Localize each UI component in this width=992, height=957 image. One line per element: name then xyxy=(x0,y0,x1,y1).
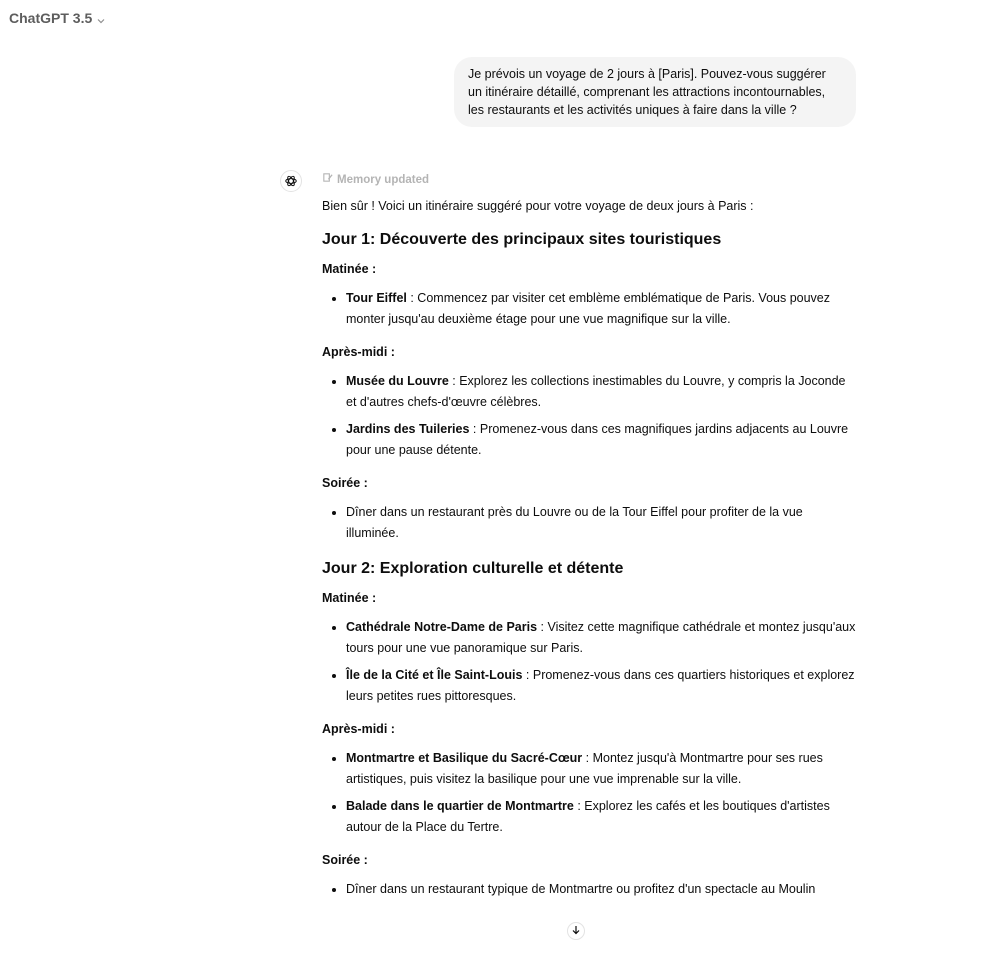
activity-description: Dîner dans un restaurant près du Louvre ou de la Tour Eiffel pour profiter de la vue illuminée. xyxy=(346,505,803,540)
activity-description: : Commencez par visiter cet emblème emblématique de Paris. Vous pouvez monter jusqu'au deuxième étage pour une vue magnifique sur la ville. xyxy=(346,291,830,326)
activity-list xyxy=(322,502,858,544)
assistant-intro: Bien sûr ! Voici un itinéraire suggéré pour votre voyage de deux jours à Paris : xyxy=(322,199,754,213)
user-message-text: Je prévois un voyage de 2 jours à [Paris]. Pouvez-vous suggérer un itinéraire détaillé, comprenant les attractions incontournables, les restaurants et les activités uniques à faire dans la ville ? xyxy=(468,67,826,117)
list-item xyxy=(346,371,858,413)
activity-list xyxy=(322,288,858,330)
activity-description: : Explorez les collections inestimables du Louvre, y compris la Joconde et d'autres chefs-d'œuvre célèbres. xyxy=(346,374,846,409)
memory-label: Memory updated xyxy=(337,173,430,186)
activity-name: Musée du Louvre xyxy=(346,374,449,388)
chevron-down-icon xyxy=(96,13,106,23)
memory-updated-indicator[interactable] xyxy=(322,172,858,188)
list-item xyxy=(346,748,858,790)
list-item xyxy=(346,796,858,838)
activity-name: Montmartre et Basilique du Sacré-Cœur xyxy=(346,751,583,765)
activity-list xyxy=(322,879,858,900)
list-item xyxy=(346,288,858,330)
time-of-day-label: Matinée : xyxy=(322,591,377,605)
assistant-message xyxy=(322,172,858,912)
activity-name: Balade dans le quartier de Montmartre xyxy=(346,799,574,813)
activity-description: : Promenez-vous dans ces quartiers historiques et explorez leurs petites rues pittoresques. xyxy=(346,668,855,703)
day-heading: Jour 2: Exploration culturelle et détente xyxy=(322,560,624,577)
model-switcher[interactable] xyxy=(9,9,106,27)
time-of-day-label: Matinée : xyxy=(322,262,377,276)
day-heading: Jour 1: Découverte des principaux sites touristiques xyxy=(322,231,722,248)
activity-description: : Promenez-vous dans ces magnifiques jardins adjacents au Louvre pour une pause détente. xyxy=(346,422,849,457)
activity-list xyxy=(322,748,858,838)
activity-list xyxy=(322,617,858,707)
scroll-down-button[interactable] xyxy=(567,922,585,940)
activity-name: Tour Eiffel xyxy=(346,291,407,305)
openai-logo-icon xyxy=(280,170,302,192)
activity-list xyxy=(322,371,858,461)
time-of-day-label: Soirée : xyxy=(322,476,368,490)
list-item xyxy=(346,665,858,707)
model-name: ChatGPT 3.5 xyxy=(9,10,93,26)
arrow-down-icon xyxy=(571,922,581,940)
user-message-bubble xyxy=(454,57,856,127)
list-item xyxy=(346,617,858,659)
list-item xyxy=(346,419,858,461)
list-item xyxy=(346,502,858,544)
activity-name: Jardins des Tuileries xyxy=(346,422,470,436)
time-of-day-label: Soirée : xyxy=(322,853,368,867)
list-item xyxy=(346,879,858,900)
itinerary xyxy=(322,229,858,900)
activity-name: Île de la Cité et Île Saint-Louis xyxy=(346,668,523,682)
time-of-day-label: Après-midi : xyxy=(322,722,395,736)
memory-pen-icon xyxy=(322,170,333,191)
activity-description: : Montez jusqu'à Montmartre pour ses rues artistiques, puis visitez la basilique pour une vue imprenable sur la ville. xyxy=(346,751,823,786)
time-of-day-label: Après-midi : xyxy=(322,345,395,359)
activity-description: : Visitez cette magnifique cathédrale et montez jusqu'aux tours pour une vue panoramique sur Paris. xyxy=(346,620,856,655)
activity-name: Cathédrale Notre-Dame de Paris xyxy=(346,620,538,634)
activity-description: Dîner dans un restaurant typique de Montmartre ou profitez d'un spectacle au Moulin xyxy=(346,882,816,896)
activity-description: : Explorez les cafés et les boutiques d'artistes autour de la Place du Tertre. xyxy=(346,799,830,834)
